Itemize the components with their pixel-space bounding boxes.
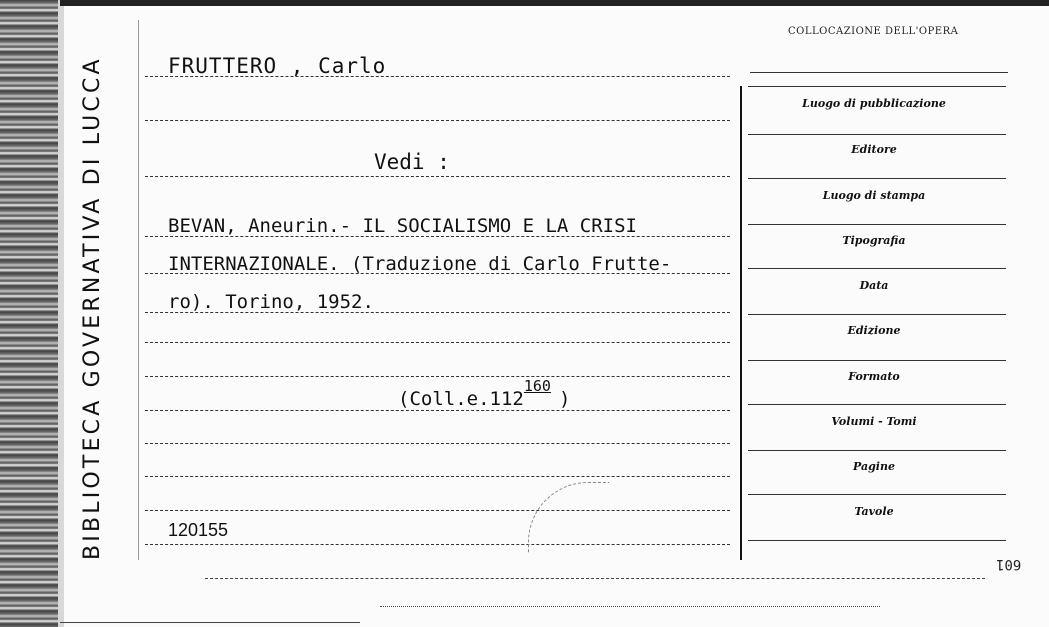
- faint-stamp: [528, 482, 609, 553]
- field-luogo-pubblicazione: Luogo di pubblicazione: [802, 97, 946, 110]
- panel-rule: [748, 360, 1006, 361]
- panel-rule: [748, 494, 1006, 495]
- top-border: [60, 0, 1049, 6]
- panel-rule: [750, 72, 1008, 73]
- inventory-number: 120155: [168, 520, 229, 540]
- see-label: Vedi :: [374, 150, 450, 174]
- entry-line-1: BEVAN, Aneurin.- IL SOCIALISMO E LA CRISI: [168, 215, 637, 237]
- panel-rule: [748, 134, 1006, 135]
- panel-rule: [748, 404, 1006, 405]
- ruled-line: [145, 476, 730, 477]
- field-tavole: Tavole: [854, 505, 894, 518]
- bottom-edge-line: [380, 606, 880, 607]
- shelfmark: [398, 377, 571, 410]
- ruled-line: [145, 176, 730, 177]
- field-formato: Formato: [848, 370, 900, 383]
- field-volumi-tomi: Volumi - Tomi: [831, 415, 917, 428]
- author-heading: FRUTTERO , Carlo: [168, 54, 387, 78]
- scan-edge-strip: [0, 0, 62, 627]
- field-pagine: Pagine: [853, 460, 895, 473]
- panel-rule: [748, 224, 1006, 225]
- corner-note: 601: [996, 556, 1022, 572]
- library-label: BIBLIOTECA GOVERNATIVA DI LUCCA: [80, 56, 105, 560]
- field-tipografia: Tipografia: [842, 234, 906, 247]
- ruled-line: [145, 120, 730, 121]
- field-luogo-stampa: Luogo di stampa: [822, 189, 926, 202]
- panel-rule: [748, 450, 1006, 451]
- shelfmark-suffix: ): [558, 388, 571, 410]
- right-panel-divider: [740, 86, 742, 560]
- field-edizione: Edizione: [847, 324, 901, 337]
- panel-rule: [748, 268, 1006, 269]
- shelfmark-superscript: 160: [523, 377, 551, 395]
- right-panel-header: COLLOCAZIONE DELL'OPERA: [788, 26, 959, 37]
- field-editore: Editore: [851, 143, 897, 156]
- panel-rule: [748, 314, 1006, 315]
- ruled-line: [145, 376, 730, 377]
- panel-rule: [748, 540, 1006, 541]
- bottom-edge-line: [60, 622, 360, 623]
- ruled-line: [145, 443, 730, 444]
- margin-line: [138, 20, 139, 560]
- scan-edge-border: [58, 0, 64, 627]
- bottom-edge-line: [205, 578, 985, 579]
- entry-line-3: ro). Torino, 1952.: [168, 291, 374, 313]
- ruled-line: [145, 342, 730, 343]
- panel-rule: [748, 86, 1006, 87]
- entry-line-2: INTERNAZIONALE. (Traduzione di Carlo Frutte-: [168, 253, 672, 275]
- shelfmark-prefix: (Coll.e.112: [398, 388, 524, 410]
- panel-rule: [748, 178, 1006, 179]
- field-data: Data: [859, 279, 889, 292]
- ruled-line: [145, 410, 730, 411]
- ruled-line: [145, 510, 730, 511]
- ruled-line: [145, 544, 730, 545]
